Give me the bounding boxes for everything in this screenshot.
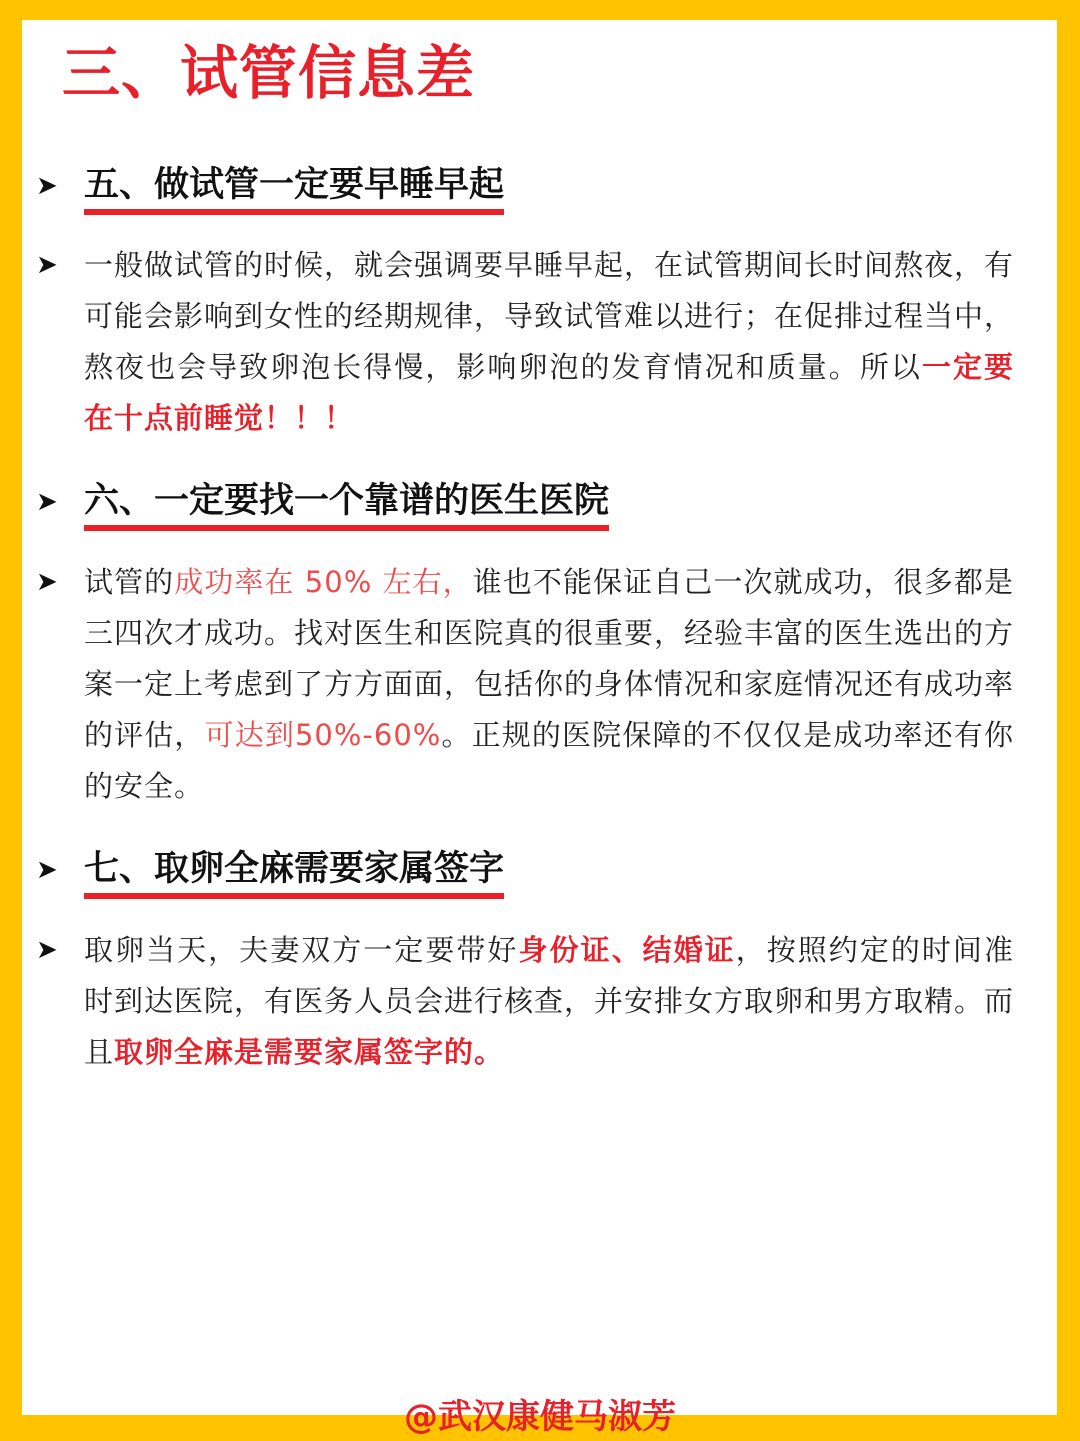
bullet-arrow-icon: ➤	[36, 250, 58, 280]
bullet-arrow-icon: ➤	[36, 935, 58, 965]
section-7-highlight-2: 取卵全麻是需要家属签字的。	[114, 1035, 505, 1069]
section-6-text-1: 试管的	[84, 565, 175, 599]
section-5-heading-text: 五、做试管一定要早睡早起	[84, 162, 504, 215]
section-6-highlight-2: 可达到50%-60%	[204, 718, 442, 752]
section-6-text-2: 谁也不能保证自己一次就成功，很多都是三四次才成功。找对医生和医院真的很重要，经验丰富的医生选出的方案一定上考虑到了方方面面，包括你的身体情况和家庭情况还有成功率的评估，	[84, 565, 1015, 752]
section-5-heading	[84, 162, 504, 215]
page-title: 三、试管信息差	[62, 39, 476, 107]
section-6-heading	[84, 478, 609, 531]
section-7-heading	[84, 846, 504, 899]
section-7-text-2: ，按照约定的时间准时到达医院，有医务人员会进行核查，并安排女方取卵和男方取精。而且	[84, 933, 1015, 1069]
bullet-arrow-icon: ➤	[36, 171, 58, 201]
section-7-heading-text: 七、取卵全麻需要家属签字	[84, 846, 504, 899]
section-5-text: 一般做试管的时候，就会强调要早睡早起，在试管期间长时间熬夜，有可能会影响到女性的经期规律，导致试管难以进行；在促排过程当中，熬夜也会导致卵泡长得慢，影响卵泡的发育情况和质量。所以	[84, 248, 1015, 384]
section-7-highlight-1: 身份证、结婚证	[518, 933, 736, 967]
section-6-text-3: 。正规的医院保障的不仅仅是成功率还有你的安全。	[84, 718, 1014, 803]
bullet-arrow-icon: ➤	[36, 567, 58, 597]
section-7-paragraph	[84, 925, 1014, 1078]
bullet-arrow-icon: ➤	[36, 855, 58, 885]
section-7-text-1: 取卵当天，夫妻双方一定要带好	[84, 933, 519, 967]
section-6-heading-text: 六、一定要找一个靠谱的医生医院	[84, 478, 609, 531]
author-watermark: @武汉康健马淑芳	[404, 1397, 676, 1437]
section-5-highlight: 一定要在十点前睡觉！！！	[84, 350, 1014, 435]
section-6-highlight-1: 成功率在 50% 左右，	[174, 565, 473, 599]
section-6-paragraph	[84, 557, 1014, 812]
bullet-arrow-icon: ➤	[36, 487, 58, 517]
section-5-paragraph	[84, 240, 1014, 444]
